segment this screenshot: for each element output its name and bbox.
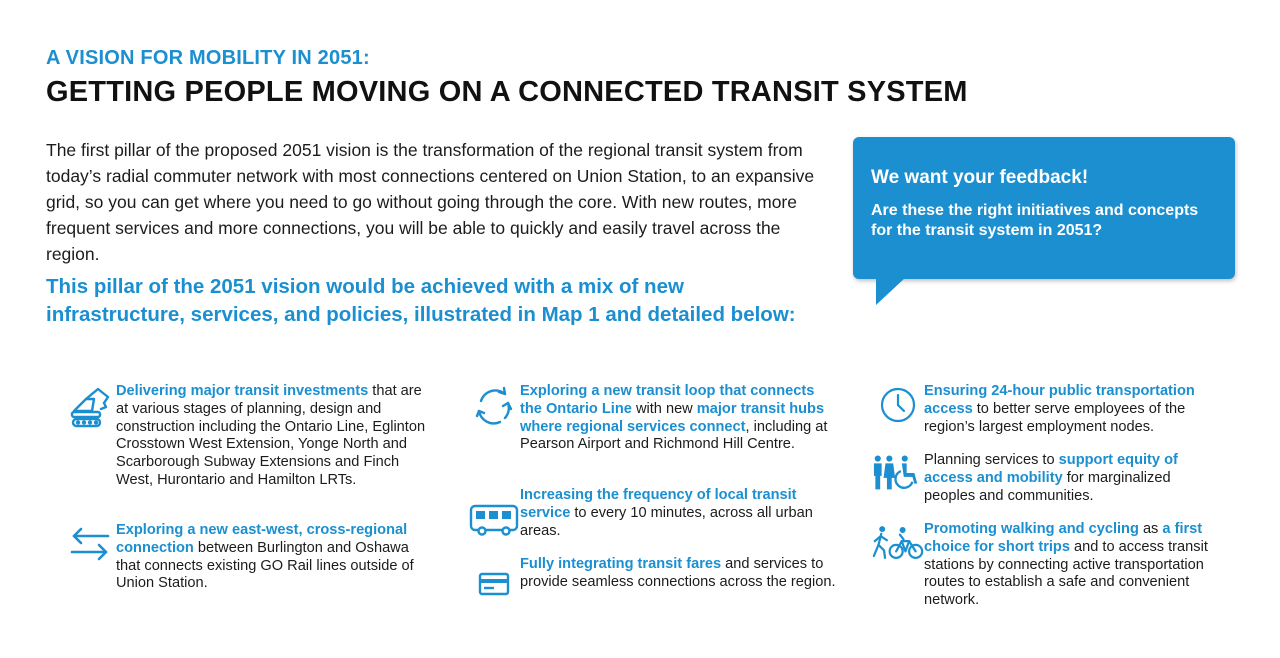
loop-arrows-icon [468, 383, 520, 429]
item-body-text: to better serve employees of the region’s largest employment nodes. [924, 400, 1186, 435]
item-highlight: Delivering major transit investments [116, 383, 369, 399]
initiative-item [872, 521, 1222, 610]
item-body-text: to every 10 minutes, across all urban areas. [520, 504, 813, 539]
item-highlight: major transit hubs where regional services connect [520, 400, 825, 435]
item-body-text: between Burlington and Oshawa that connects existing GO Rail lines outside of Union Station. [116, 539, 414, 592]
item-highlight: Exploring a new east-west, cross-regional connection [116, 522, 408, 556]
item-body-text: Planning services to [924, 452, 1059, 468]
page-title: GETTING PEOPLE MOVING ON A CONNECTED TRANSIT SYSTEM [46, 76, 968, 108]
kicker-heading: A VISION FOR MOBILITY IN 2051: [46, 47, 370, 69]
east-west-arrows-icon [64, 522, 116, 564]
item-highlight: Increasing the frequency of local transit service [520, 487, 797, 521]
item-body-text: with new [631, 400, 697, 417]
callout-question: Are these the right initiatives and concepts for the transit system in 2051? [871, 202, 1199, 239]
item-body-text: as [1138, 521, 1163, 537]
item-body-text: that are at various stages of planning, design and construction including the Ontario Line, Eglinton Crosstown West Extension, Yonge North and Scarborough Subway Extensions and Finch West, Hurontario and Hamilton LRTs. [116, 383, 426, 488]
item-highlight: Ensuring 24-hour public transportation access [924, 383, 1195, 417]
item-text [924, 452, 1222, 505]
item-body-text: for marginalized peoples and communities. [924, 469, 1171, 504]
item-highlight: Exploring a new transit loop that connects the Ontario Line [520, 383, 815, 417]
item-text [116, 522, 436, 593]
initiative-item [468, 556, 836, 596]
item-highlight: Promoting walking and cycling [924, 521, 1139, 537]
feedback-callout [853, 137, 1235, 279]
lead-statement: This pillar of the 2051 vision would be achieved with a mix of new infrastructure, services, and policies, illustrated in Map 1 and detailed below: [46, 275, 796, 326]
initiative-item [872, 383, 1222, 436]
item-text [924, 521, 1222, 610]
initiative-item [64, 383, 436, 490]
item-highlight: Fully integrating transit fares [520, 556, 722, 572]
item-text [924, 383, 1222, 436]
item-text [520, 556, 836, 592]
callout-heading: We want your feedback! [871, 167, 1089, 188]
intro-paragraph: The first pillar of the proposed 2051 vision is the transformation of the regional transit system from today’s radial commuter network with most connections centered on Union Station, to an expansive grid, so you can get where you need to go without going through the core. With new routes, more frequent services and more connections, you will be able to quickly and easily travel across the region. [46, 140, 815, 264]
item-highlight: a first choice for short trips [924, 521, 1203, 555]
item-body-text: and services to provide seamless connections across the region. [520, 556, 836, 590]
walk-cycle-icon [872, 521, 924, 563]
item-text [520, 383, 836, 454]
clock-icon [872, 383, 924, 425]
people-accessibility-icon [872, 452, 924, 492]
excavator-icon [64, 383, 116, 429]
initiative-item [872, 452, 1222, 505]
item-highlight: support equity of access and mobility [924, 452, 1178, 486]
item-body-text: , including at Pearson Airport and Richmond Hill Centre. [520, 418, 828, 453]
initiative-item [468, 487, 836, 540]
bus-icon [468, 487, 520, 537]
item-body-text: and to access transit stations by connecting active transportation routes to establish a safe and convenient network. [924, 538, 1208, 609]
callout-tail [876, 277, 906, 305]
initiative-item [468, 383, 836, 454]
item-text [520, 487, 836, 540]
initiative-item [64, 522, 436, 593]
fare-card-icon [468, 556, 520, 596]
item-text [116, 383, 436, 490]
